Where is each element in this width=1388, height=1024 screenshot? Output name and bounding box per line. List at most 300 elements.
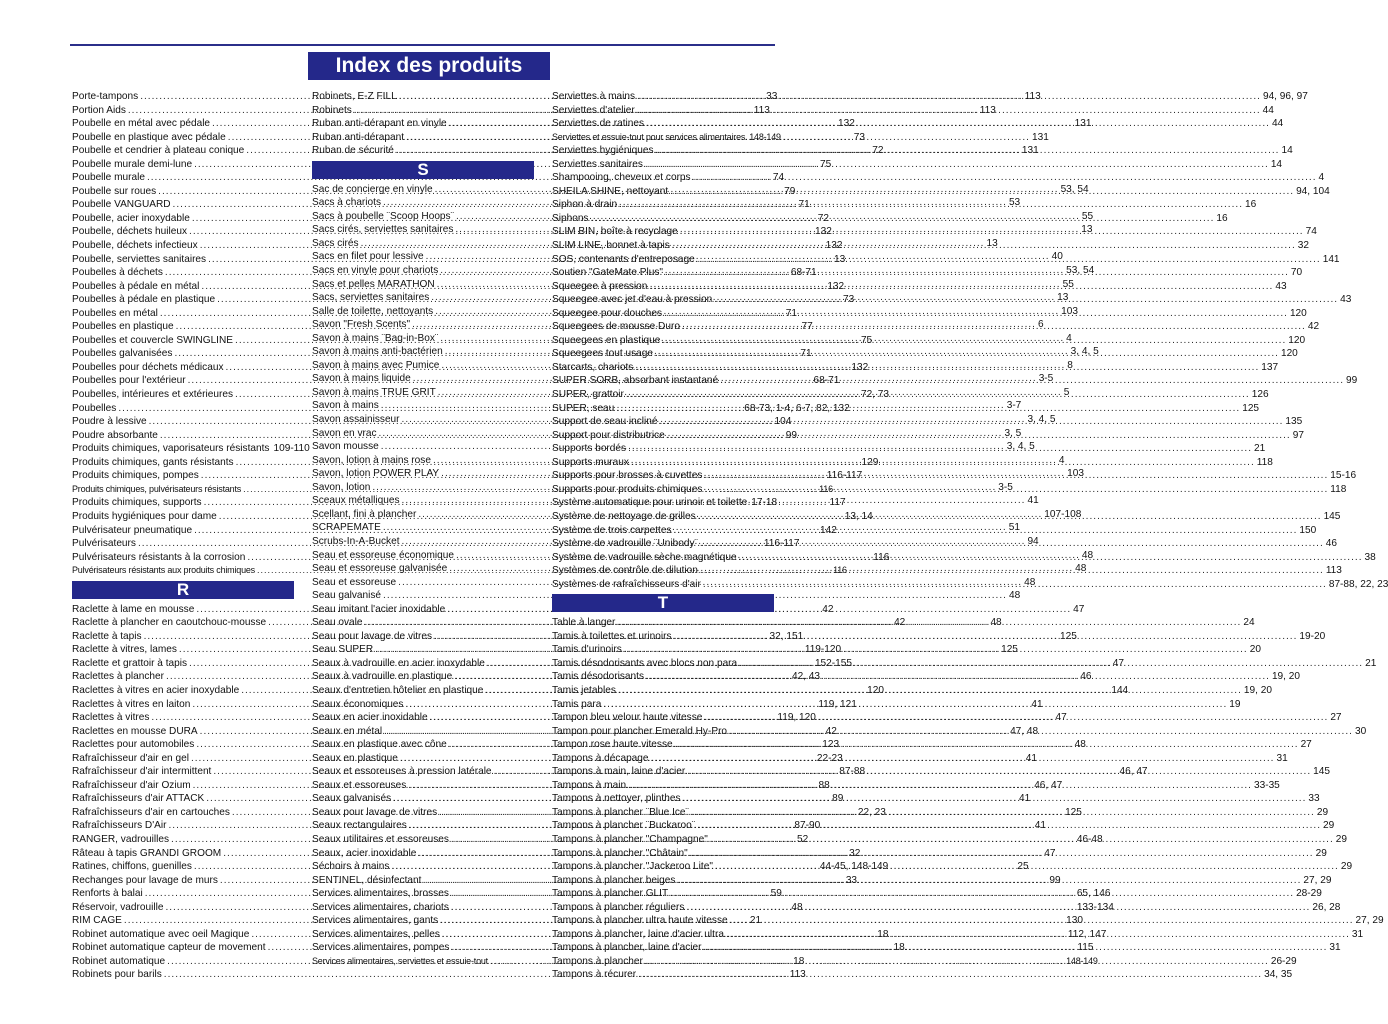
- entry-name: Sacs en filet pour lessive: [312, 251, 424, 263]
- entry-name: Salle de toilette, nettoyants: [312, 305, 434, 317]
- entry-name: RIM CAGE: [72, 915, 122, 927]
- entry-name: Produits chimiques, supports: [72, 497, 202, 509]
- entry-name: Robinet automatique capteur de movement: [72, 942, 266, 954]
- entry-pages: 27, 29: [1303, 874, 1332, 886]
- entry-name: Savon mousse: [312, 441, 379, 453]
- entry-name: Savon "Fresh Scents": [312, 319, 411, 331]
- dot-leader: [667, 429, 1291, 443]
- entry-name: Rafraîchisseur d'air Ozium: [72, 779, 191, 791]
- entry-name: Squeegees en plastique: [552, 334, 661, 346]
- header-rule: [70, 44, 775, 46]
- entry-name: Serviettes d'atelier: [552, 104, 635, 116]
- entry-pages: 44-45, 148-149: [819, 861, 889, 873]
- dot-leader: [649, 280, 1273, 294]
- entry-name: Seaux d'entretien hôtelier en plastique: [312, 684, 484, 696]
- entry-name: SCRAPEMATE: [312, 522, 381, 534]
- entry-pages: 31: [1351, 928, 1364, 940]
- entry-name: Seaux en plastique: [312, 752, 398, 764]
- entry-name: Tampons à plancher "Châtain": [552, 847, 688, 859]
- entry-pages: 41: [1031, 698, 1043, 710]
- entry-name: Services alimentaires, brosses: [312, 888, 449, 900]
- dot-leader: [726, 928, 1350, 942]
- entry-pages: 17-18: [751, 497, 778, 509]
- entry-name: Ratines, chiffons, guenilles: [72, 861, 192, 873]
- entry-name: Shampooing, cheveux et corps: [552, 172, 691, 184]
- entry-name: Raclettes à plancher: [72, 671, 165, 683]
- entry-name: Système de nettoyage de grilles: [552, 510, 696, 522]
- entry-name: Poubelles pour l'extérieur: [72, 375, 186, 387]
- dot-leader: [619, 198, 1243, 212]
- entry-name: Ruban de sécurité: [312, 145, 394, 157]
- entry-name: Rafraîchisseurs d'air ATTACK: [72, 793, 205, 805]
- entry-pages: 44: [1271, 118, 1284, 130]
- entry-pages: 24: [1243, 617, 1255, 629]
- entry-name: Seaux économiques: [312, 698, 404, 710]
- entry-pages: 43: [1340, 294, 1352, 306]
- entry-pages: 28-29: [1296, 888, 1322, 900]
- entry-name: Produits chimiques, vaporisateurs résistants: [72, 443, 270, 455]
- entry-pages: 13: [834, 253, 846, 265]
- entry-pages: 71: [800, 348, 812, 360]
- entry-pages: 125: [1242, 402, 1260, 414]
- dot-leader: [670, 887, 1294, 901]
- entry-pages: 19: [1229, 698, 1241, 710]
- entry-pages: 131: [1021, 145, 1039, 157]
- entry-name: Raclette à lame en mousse: [72, 603, 195, 615]
- entry-name: Seau et essoreuse: [312, 576, 397, 588]
- dot-leader: [637, 104, 1261, 118]
- entry-name: Produits chimiques, gants résistants: [72, 456, 234, 468]
- entry-pages: 68-73, 1-4, 6-7, 82, 132: [744, 402, 850, 414]
- entry-name: Système de vadrouille ¨Unibody¨: [552, 538, 698, 550]
- entry-pages: 33: [845, 874, 858, 886]
- entry-name: Râteau à tapis GRANDI GROOM: [72, 847, 222, 859]
- entry-pages: 32: [849, 847, 861, 859]
- entry-name: Tamis para: [552, 698, 602, 710]
- entry-name: Seau et essoreuse galvanisée: [312, 563, 448, 575]
- dot-leader: [730, 914, 1354, 928]
- entry-name: Robinets, E-Z FILL: [312, 91, 397, 102]
- entry-name: Support pour distributrice: [552, 429, 665, 441]
- entry-name: Raclettes pour automobiles: [72, 739, 195, 751]
- dot-leader: [670, 185, 1294, 199]
- entry-pages: 125: [1001, 644, 1018, 656]
- entry-pages: 3-5: [1038, 373, 1054, 385]
- entry-pages: 32: [1297, 240, 1309, 252]
- entry-pages: 103: [1061, 305, 1078, 317]
- dot-leader: [645, 158, 1269, 172]
- dot-leader: [698, 510, 1322, 524]
- dot-leader: [655, 347, 1279, 361]
- entry-name: Pulvérisateurs: [72, 538, 136, 550]
- entry-name: Pulvérisateur pneumatique: [72, 524, 193, 536]
- dot-leader: [700, 564, 1324, 578]
- entry-pages: 47: [1044, 847, 1056, 859]
- entry-pages: 29: [1323, 820, 1335, 832]
- entry-pages: 70: [1290, 267, 1303, 279]
- entry-pages: 148-149: [1066, 955, 1098, 966]
- entry-name: SLIM LINE, bonnet à tapis: [552, 240, 670, 252]
- entry-pages: 41: [1034, 820, 1046, 832]
- entry-name: Tampons à main: [552, 779, 627, 791]
- entry-name: Tampon pour plancher Emerald Hy-Pro: [552, 725, 728, 737]
- entry-name: Tampons à plancher, laine d'acier: [552, 942, 702, 954]
- entry-name: Tamis à toilettes et urinoirs: [552, 630, 672, 642]
- entry-name: Tampons à plancher ¨Blue Ice¨: [552, 806, 689, 818]
- dot-leader: [729, 725, 1353, 739]
- entry-name: Poubelle murale demi-lune: [72, 158, 193, 170]
- entry-name: Raclette et grattoir à tapis: [72, 657, 188, 669]
- entry-pages: 15-16: [1330, 470, 1357, 482]
- entry-pages: 48: [1081, 549, 1094, 561]
- entry-name: Tampons à récurer: [552, 969, 637, 981]
- dot-leader: [645, 955, 1269, 969]
- entry-pages: 72, 73: [860, 389, 890, 401]
- entry-pages: 31: [1329, 942, 1341, 954]
- dot-leader: [616, 402, 1240, 416]
- entry-pages: 48: [1024, 576, 1036, 588]
- entry-name: Raclettes en mousse DURA: [72, 725, 198, 737]
- entry-pages: 3, 4, 5: [1027, 414, 1056, 426]
- entry-pages: 129: [861, 456, 879, 468]
- entry-name: Poudre à lessive: [72, 416, 147, 428]
- entry-pages: 68-71: [813, 375, 840, 387]
- entry-name: Systèmes de rafraîchisseurs d'air: [552, 578, 701, 590]
- entry-name: Pulvérisateurs résistants à la corrosion: [72, 551, 246, 563]
- entry-pages: 72: [817, 212, 829, 224]
- entry-pages: 43: [1275, 280, 1287, 292]
- entry-name: Système de vadrouille sèche magnétique: [552, 551, 737, 563]
- entry-name: Poubelle, serviettes sanitaires: [72, 253, 207, 265]
- entry-name: Seaux utilitaires et essoreuses: [312, 833, 449, 845]
- index-entry: [552, 496, 778, 510]
- entry-name: Savon, lotion: [312, 481, 371, 493]
- entry-pages: 18: [893, 942, 905, 954]
- entry-name: Tampons à décapage: [552, 752, 649, 764]
- entry-pages: 22-23: [816, 752, 843, 764]
- dot-leader: [590, 212, 1214, 226]
- entry-name: Tampons à nettoyer, plinthes: [552, 793, 681, 805]
- entry-name: Rafraîchisseurs d'air en cartouches: [72, 806, 230, 818]
- entry-pages: 51: [1008, 522, 1020, 534]
- dot-leader: [715, 860, 1339, 874]
- entry-name: Raclette à plancher en caoutchouc-mousse: [72, 617, 267, 629]
- entry-pages: 71: [785, 307, 798, 319]
- entry-name: Squeegees tout usage: [552, 348, 654, 360]
- entry-pages: 103: [1067, 468, 1084, 480]
- entry-name: Poubelles à déchets: [72, 267, 163, 279]
- entry-name: Poubelles et couvercle SWINGLINE: [72, 334, 234, 346]
- entry-pages: 44: [1262, 104, 1274, 116]
- entry-name: Sacs cirés: [312, 237, 359, 249]
- entry-pages: 4: [1066, 332, 1072, 344]
- entry-pages: 42: [825, 725, 837, 737]
- entry-name: Seau galvanisé: [312, 590, 382, 602]
- entry-name: Sacs à poubelle ¨Scoop Hoops¨: [312, 210, 454, 222]
- dot-leader: [700, 537, 1324, 551]
- entry-pages: 27: [1330, 712, 1342, 724]
- dot-leader: [656, 144, 1280, 158]
- dot-leader: [697, 253, 1321, 267]
- entry-pages: 40: [1051, 251, 1063, 263]
- entry-name: Siphon à drain: [552, 199, 618, 211]
- entry-pages: 47, 48: [1010, 725, 1039, 737]
- entry-name: Porte-tampons: [72, 91, 139, 102]
- entry-name: Seau ovale: [312, 617, 363, 629]
- entry-pages: 87-88, 22, 23: [1328, 578, 1388, 590]
- dot-leader: [691, 806, 1315, 820]
- section-letter-t: T: [552, 594, 774, 612]
- entry-pages: 21: [749, 915, 762, 927]
- entry-pages: 119-120: [804, 644, 842, 656]
- entry-pages: 120: [1289, 307, 1307, 319]
- entry-pages: 5: [1063, 386, 1070, 398]
- entry-pages: 112, 147: [1067, 928, 1107, 940]
- entry-pages: 46, 47: [1034, 779, 1063, 791]
- entry-name: Seaux rectangulaires: [312, 820, 407, 832]
- entry-pages: 94, 104: [1296, 185, 1330, 197]
- dot-leader: [674, 630, 1298, 644]
- entry-pages: 14: [1281, 145, 1293, 157]
- entry-pages: 141: [1322, 253, 1340, 265]
- entry-pages: 33-35: [1253, 779, 1280, 791]
- entry-pages: 68-71: [790, 267, 817, 279]
- entry-name: SOS, contenants d'entreposage: [552, 253, 695, 265]
- entry-name: Tamis désodorisants: [552, 671, 645, 683]
- entry-name: Tampons à plancher "Champagne": [552, 833, 708, 845]
- entry-name: Tamis d'urinoirs: [552, 644, 622, 656]
- dot-leader: [703, 578, 1327, 592]
- entry-name: Renforts à balai: [72, 888, 143, 900]
- entry-name: Services alimentaires, chariots: [312, 901, 449, 913]
- entry-name: SHEILA SHINE, nettoyant: [552, 185, 669, 197]
- entry-pages: 3-7: [1006, 400, 1022, 412]
- entry-name: Savon assainisseur: [312, 414, 400, 426]
- entry-pages: 79: [784, 185, 796, 197]
- page-title: Index des produits: [308, 52, 550, 80]
- entry-pages: 33: [766, 91, 778, 102]
- entry-pages: 31: [1276, 752, 1288, 764]
- entry-pages: 144: [1111, 684, 1129, 696]
- entry-name: Savon à mains avec Pumice: [312, 359, 440, 371]
- entry-pages: 131: [1074, 118, 1092, 130]
- entry-name: Produits hygiéniques pour dame: [72, 510, 217, 522]
- dot-leader: [682, 320, 1306, 334]
- dot-leader: [704, 941, 1328, 955]
- entry-pages: 53, 54: [1060, 183, 1089, 195]
- entry-pages: 27: [1300, 739, 1312, 751]
- section-letter-r: R: [72, 581, 294, 599]
- entry-pages: 132: [851, 361, 869, 373]
- entry-pages: 47: [1055, 712, 1067, 724]
- entry-name: Services alimentaires, pelles: [312, 928, 440, 940]
- entry-name: Rafraîchisseur d'air intermittent: [72, 766, 212, 778]
- entry-name: Poudre absorbante: [72, 429, 158, 441]
- entry-name: Portion Aids: [72, 104, 126, 116]
- entry-pages: 131: [1031, 131, 1049, 143]
- entry-name: Poubelles à pédale en plastique: [72, 294, 216, 306]
- entry-pages: 3, 5: [1004, 427, 1022, 439]
- dot-leader: [720, 374, 1344, 388]
- entry-pages: 29: [1340, 861, 1353, 873]
- entry-pages: 16: [1245, 199, 1257, 211]
- entry-pages: 137: [1261, 361, 1279, 373]
- entry-pages: 87-90: [794, 820, 821, 832]
- dot-leader: [704, 483, 1328, 497]
- entry-name: Services alimentaires, serviettes et essuie-tout: [312, 955, 488, 966]
- entry-pages: 19, 20: [1271, 671, 1301, 683]
- entry-name: Poubelle VANGUARD: [72, 199, 171, 211]
- dot-leader: [697, 819, 1321, 833]
- entry-pages: 53: [1008, 197, 1021, 209]
- dot-leader: [646, 117, 1270, 131]
- entry-name: Seaux en acier inoxidable: [312, 712, 428, 724]
- dot-leader: [672, 239, 1296, 253]
- entry-name: Tamis désodorisants avec blocs non para: [552, 657, 738, 669]
- entry-name: Tamis jetables: [552, 684, 616, 696]
- entry-name: Tampons à plancher "Jackeroo Lite": [552, 861, 713, 873]
- entry-name: Tampons à plancher: [552, 955, 643, 967]
- entry-pages: 120: [867, 684, 884, 696]
- entry-name: Starcarts, chariots: [552, 361, 634, 373]
- entry-pages: 8: [1067, 359, 1073, 371]
- dot-leader: [617, 616, 1241, 630]
- entry-name: Poubelles: [72, 402, 117, 414]
- entry-name: Poubelle en plastique avec pédale: [72, 131, 226, 143]
- entry-pages: 132: [837, 118, 855, 130]
- dot-leader: [662, 334, 1286, 348]
- entry-pages: 21: [1365, 657, 1377, 669]
- entry-pages: 29: [1316, 806, 1329, 818]
- entry-name: Tampons à plancher beiges: [552, 874, 676, 886]
- entry-pages: 113: [1325, 565, 1342, 577]
- entry-name: Seaux en métal: [312, 725, 383, 737]
- entry-name: Seaux et essoreuses à pression latérale: [312, 766, 492, 778]
- entry-name: Poubelles pour déchets médicaux: [72, 361, 224, 373]
- entry-name: Robinet automatique: [72, 955, 166, 967]
- entry-pages: 113: [753, 104, 770, 116]
- entry-name: Poubelle, acier inoxydable: [72, 212, 190, 224]
- dot-leader: [624, 643, 1248, 657]
- entry-name: Savon à mains ¨Bag-in-Box¨: [312, 332, 439, 344]
- entry-pages: 34, 35: [1264, 969, 1293, 981]
- entry-pages: 87-88: [839, 766, 866, 778]
- entry-name: Sacs, serviettes sanitaires: [312, 292, 430, 304]
- entry-name: Poubelles, intérieures et extérieures: [72, 389, 234, 401]
- entry-pages: 74: [772, 172, 785, 184]
- entry-pages: 65, 146: [1076, 888, 1111, 900]
- entry-pages: 21: [1254, 443, 1266, 455]
- entry-name: SUPER, grattoir: [552, 389, 624, 401]
- entry-pages: 41: [1027, 495, 1039, 507]
- entry-pages: 41: [1025, 752, 1038, 764]
- dot-leader: [628, 442, 1252, 456]
- entry-pages: 116-117: [763, 538, 800, 550]
- entry-name: Squeegee avec jet d'eau à pression: [552, 294, 713, 306]
- dot-leader: [693, 171, 1317, 185]
- entry-name: Sceaux métalliques: [312, 495, 400, 507]
- dot-leader: [686, 901, 1310, 915]
- entry-pages: 29: [1335, 833, 1348, 845]
- dot-leader: [687, 765, 1311, 779]
- entry-pages: 113: [979, 104, 996, 116]
- entry-pages: 55: [1062, 278, 1074, 290]
- entry-pages: 55: [1081, 210, 1094, 222]
- entry-pages: 53, 54: [1066, 265, 1095, 277]
- entry-pages: 27, 29: [1355, 915, 1384, 927]
- entry-name: Sacs à chariots: [312, 197, 382, 209]
- entry-pages: 38: [1364, 551, 1376, 563]
- entry-name: Seaux en plastique avec cône: [312, 739, 447, 751]
- entry-pages: 48: [1075, 563, 1087, 575]
- entry-name: Services alimentaires, gants: [312, 915, 439, 927]
- entry-pages: 125: [1060, 630, 1077, 642]
- entry-name: Pulvérisateurs résistants aux produits chimiques: [72, 565, 255, 576]
- entry-name: Système de trois carpettes: [552, 524, 672, 536]
- entry-name: Système automatique pour urinoir et toilette: [552, 497, 748, 509]
- entry-pages: 74: [1305, 226, 1317, 238]
- dot-leader: [710, 833, 1334, 847]
- index-entry: [552, 131, 781, 145]
- entry-pages: 6: [1037, 319, 1044, 331]
- entry-pages: 14: [1270, 158, 1283, 170]
- entry-name: Serviettes et essuie-tout pour services alimentaires: [552, 131, 746, 142]
- entry-pages: 99: [1049, 874, 1061, 886]
- entry-name: Tampons à plancher GLIT: [552, 888, 669, 900]
- entry-name: Seau pour lavage de vitres: [312, 630, 433, 642]
- entry-name: Seau SUPER: [312, 644, 374, 656]
- entry-pages: 135: [1285, 416, 1303, 428]
- entry-name: Savon en vrac: [312, 427, 377, 439]
- entry-name: Poubelle sur roues: [72, 185, 157, 197]
- entry-name: Poubelle, déchets infectieux: [72, 240, 198, 252]
- entry-name: Seau et essoreuse économique: [312, 549, 454, 561]
- entry-pages: 22, 23: [857, 806, 886, 818]
- entry-name: Séchoirs à mains: [312, 861, 390, 873]
- entry-pages: 89: [832, 793, 844, 805]
- entry-pages: 107-108: [1044, 508, 1082, 520]
- entry-pages: 20: [1249, 644, 1261, 656]
- entry-pages: 29: [1315, 847, 1327, 859]
- entry-name: Serviettes sanitaires: [552, 158, 643, 170]
- entry-pages: 52: [796, 833, 809, 845]
- entry-pages: 97: [1292, 429, 1304, 441]
- entry-pages: 73: [853, 131, 865, 143]
- entry-name: Savon à mains TRUE GRIT: [312, 386, 436, 398]
- entry-pages: 115: [1077, 942, 1094, 954]
- entry-pages: 116: [819, 483, 833, 494]
- entry-pages: 99: [785, 429, 798, 441]
- entry-name: Tampons à plancher réguliers: [552, 901, 685, 913]
- dot-leader: [660, 415, 1284, 429]
- entry-name: Siphons: [552, 212, 589, 224]
- dot-leader: [646, 670, 1270, 684]
- entry-pages: 33: [1308, 793, 1320, 805]
- entry-pages: 145: [1313, 766, 1330, 778]
- entry-pages: 113: [789, 969, 806, 981]
- entry-name: Robinets: [312, 104, 352, 116]
- entry-name: Robinet automatique avec oeil Magique: [72, 928, 250, 940]
- entry-pages: 26-29: [1270, 955, 1297, 967]
- entry-pages: 88: [818, 779, 830, 791]
- entry-pages: 19, 20: [1243, 684, 1272, 696]
- entry-pages: 13: [1081, 224, 1093, 236]
- entry-name: Poubelles en plastique: [72, 321, 174, 333]
- entry-pages: 119, 120: [777, 712, 816, 724]
- entry-pages: 142: [820, 524, 837, 536]
- entry-pages: 42: [822, 603, 834, 615]
- dot-leader: [651, 752, 1275, 766]
